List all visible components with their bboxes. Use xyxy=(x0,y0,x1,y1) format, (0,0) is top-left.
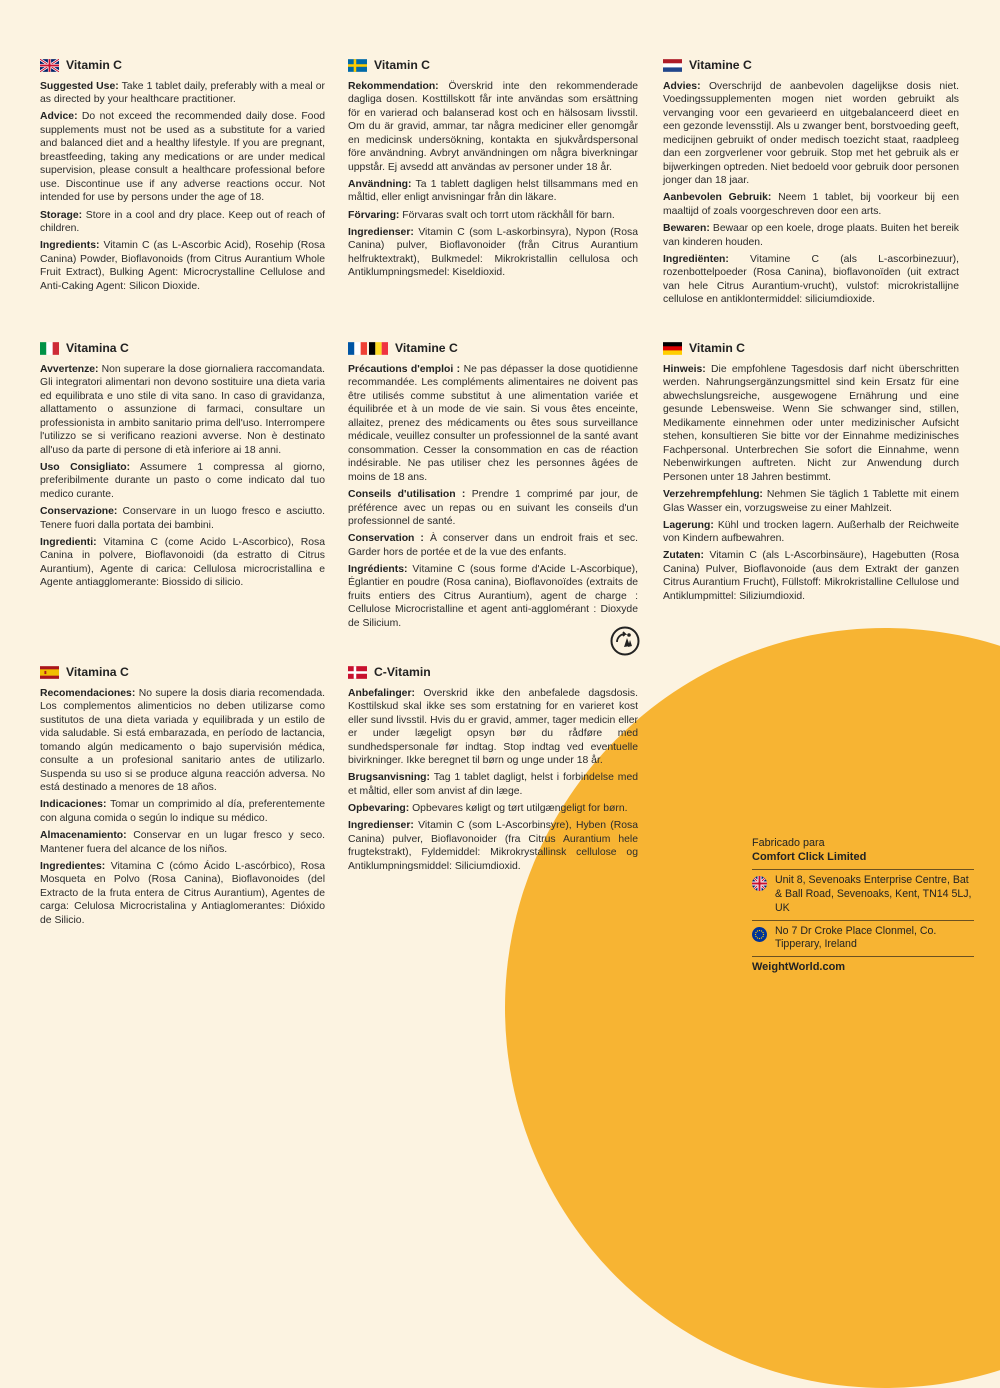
label: Hinweis: xyxy=(663,363,706,375)
sweden-flag-icon xyxy=(348,59,367,72)
text: Kühl und trocken lagern. Außerhalb der Reichweite von Kindern aufbewahren. xyxy=(663,519,959,545)
label: Opbevaring: xyxy=(348,802,410,814)
text: Vitamin C (as L-Ascorbic Acid), Rosehip (Rosa Canina) Powder, Bioflavonoids (from Citrus Aurantium Whole Fruit Extract), Bulking Agent: Microcrystalline Cellulose and Anti-Caking Agent: Silicon Dioxide. xyxy=(40,240,325,292)
text: Overskrid ikke den anbefalede dagsdosis. Kosttilskud skal ikke ses som erstatning for en varieret kost eller sund livsstil. Hvis du er gravid, ammer, tager medicin eller er under lægeligt opsyn bør du rådføre med sundhedspersonale før indtag. Stop indtag ved eventuelle bivirkninger. Ikke beregnet til børn og unge under 18 år. xyxy=(348,687,639,767)
text: Do not exceed the recommended daily dose. Food supplements must not be used as a substitute for a varied and balanced diet and a healthy lifestyle. If you are pregnant, breastfeeding, taking any medications or are under medical supervision, please consult a healthcare professional before use. Discontinue use if any adverse reactions occur. Not intended for use by persons under the age of 18. xyxy=(40,111,326,204)
label: Recomendaciones: xyxy=(40,687,136,699)
italy-flag-icon xyxy=(40,342,59,355)
text: Ne pas dépasser la dose quotidienne recommandée. Les compléments alimentaires ne doivent pas être utilisés comme substitut à une alimentation variée et équilibrée et à un mode de vie sain. Si vous êtes enceinte, allaitez, prenez des médicaments ou êtes sous surveillance médicale, veuillez consulter un professionnel de la santé avant consommation. Cesser la consommation en cas de réaction indésirable. Ne pas utiliser chez les personnes âgées de moins de 18 ans. xyxy=(348,363,638,483)
label: Storage: xyxy=(40,209,83,221)
text: Non superare la dose giornaliera raccomandata. Gli integratori alimentari non devono sostituire una dieta varia ed equilibrata e uno stile di vita sano. In caso di gravidanza, allattamento o assunzione di farmaci, consultare un professionista in ambito sanitario prima dell'uso. Interrompere l'utilizzo se si verificano reazioni avverse. Non è destinato all'uso da parte di persone di età inferiore ai 18 anni. xyxy=(40,363,326,456)
label: Conservation : xyxy=(348,533,424,545)
text: Store in a cool and dry place. Keep out of reach of children. xyxy=(40,209,325,235)
eu-address: No 7 Dr Croke Place Clonmel, Co. Tipperary, Ireland xyxy=(775,924,937,951)
label: Rekommendation: xyxy=(348,80,439,92)
eu-flag-icon xyxy=(752,927,767,942)
label: Almacenamiento: xyxy=(40,830,127,842)
label: Ingredients: xyxy=(40,240,100,252)
eu-address-row xyxy=(752,921,974,958)
belgium-flag-icon xyxy=(369,342,388,355)
denmark-flag-icon xyxy=(348,666,367,679)
label: Verzehrempfehlung: xyxy=(663,489,763,500)
label: Suggested Use: xyxy=(40,80,119,92)
text: À conserver dans un endroit frais et sec. Garder hors de portée et de la vue des enfants. xyxy=(348,533,638,558)
label: Ingrédients: xyxy=(348,563,408,575)
uk-flag-icon xyxy=(40,59,59,72)
label: Lagerung: xyxy=(663,519,714,531)
label: Ingredienser: xyxy=(348,820,414,831)
label: Förvaring: xyxy=(348,209,400,221)
section-german xyxy=(663,341,959,607)
manufacturer-address xyxy=(752,836,974,974)
label: Advies: xyxy=(663,80,701,92)
label: Brugsanvisning: xyxy=(348,772,430,784)
text: Vitamin C (als L-Ascorbinsäure), Hagebutten (Rosa Canina) Pulver, Bioflavonoide (aus dem Extrakt der ganzen Citrus Aurantium Frucht), Füllstoff: Mikrokristalline Cellulose und Antiklumpmittel: Siliziumdioxid. xyxy=(663,550,960,602)
section-title: Vitamina C xyxy=(66,341,129,355)
label: Bewaren: xyxy=(663,223,710,235)
text: Tag 1 tablet dagligt, helst i forbindelse med et måltid, eller som anvist af din læge. xyxy=(348,772,638,797)
section-spanish xyxy=(40,665,325,931)
uk-address: Unit 8, Sevenoaks Enterprise Centre, Bat & Ball Road, Sevenoaks, Kent, TN14 5LJ, UK xyxy=(775,874,972,914)
section-title: Vitamin C xyxy=(689,341,745,355)
label: Conservazione: xyxy=(40,506,118,518)
brand-website[interactable]: WeightWorld.com xyxy=(752,961,846,974)
netherlands-flag-icon xyxy=(663,59,682,72)
text: Tomar un comprimido al día, preferentemente con alguna comida o según lo indique su médico. xyxy=(40,799,325,824)
label: Uso Consigliato: xyxy=(40,461,131,473)
section-title: Vitamin C xyxy=(66,58,122,72)
section-title: Vitamina C xyxy=(66,665,129,679)
section-french xyxy=(348,341,638,634)
text: Neem 1 tablet, bij voorkeur bij een maaltijd of zoals voorgeschreven door een arts. xyxy=(663,192,959,217)
recycle-bin-icon xyxy=(610,626,640,656)
text: Die empfohlene Tagesdosis darf nicht überschritten werden. Nahrungsergänzungsmittel sind kein Ersatz für eine abwechslungsreiche, ausgewogene Ernährung und eine gesunde Lebensweise. Wenn Sie schwanger sind, stillen, Medikamente einnehmen oder unter medizinischer Aufsicht stehen, konsultieren Sie bitte vor der Einnahme medizinisches Fachpersonal. Unterbrechen Sie sofort die Einnahme, wenn Nebenwirkungen auftreten. Nicht zur Anwendung durch Personen unter 18 Jahren bestimmt. xyxy=(663,363,959,483)
label: Aanbevolen Gebruik: xyxy=(663,192,772,204)
label: Indicaciones: xyxy=(40,799,107,811)
text: Conservare in un luogo fresco e asciutto. Tenere fuori dalla portata dei bambini. xyxy=(40,506,325,531)
text: Nehmen Sie täglich 1 Tablette mit einem Glas Wasser ein, vorzugsweise zu einer Mahlzeit. xyxy=(663,489,959,514)
text: Vitamin C (som L-Ascorbinsyre), Hyben (Rosa Canina) pulver, Bioflavonoider (fra Citrus Aurantium hele frugtekstrakt), Fyldemiddel: Mikrokrystallinsk cellulose og Antiklumpningsmiddel: Siliciumdioxid. xyxy=(348,820,638,872)
text: Vitamine C (sous forme d'Acide L-Ascorbique), Églantier en poudre (Rosa canina), Bioflavonoïdes (extraits de fruits entiers des Citrus Aurantium), agent de charge : Cellulose Microcristalline et agent anti-agglomérant : Dioxyde de Silicium. xyxy=(348,563,639,629)
label: Användning: xyxy=(348,178,412,190)
text: No supere la dosis diaria recomendada. Los complementos alimenticios no deben utilizarse como sustitutos de una dieta variada y equilibrada y un estilo de vida saludable. Si está embarazada, en período de lactancia, tomando algún medicamento o bajo supervisión médica, consulte a un profesional sanitario antes de utilizarlo. Suspenda su uso si se produce alguna reacción adversa. No está destinado a menores de 18 años. xyxy=(40,687,325,794)
uk-flag-icon xyxy=(752,876,767,891)
france-flag-icon xyxy=(348,342,367,355)
label: Précautions d'emploi : xyxy=(348,363,461,375)
text: Förvaras svalt och torrt utom räckhåll för barn. xyxy=(402,209,615,221)
label: Ingredienser: xyxy=(348,226,414,238)
text: Bewaar op een koele, droge plaats. Buiten het bereik van kinderen houden. xyxy=(663,223,959,248)
section-swedish xyxy=(348,58,638,283)
text: Overschrijd de aanbevolen dagelijkse dosis niet. Voedingssupplementen mogen niet worden gebruikt als vervanging voor een gevarieerd en uitgebalanceerd dieet en een gezonde levensstijl. Als u zwanger bent, borstvoeding geeft, medicijnen gebruikt of onder medisch toezicht staat, raadpleeg dan een zorgverlener voor gebruik. Stop met het gebruik als er bijwerkingen optreden. Niet bedoeld voor gebruik door personen jonger dan 18 jaar. xyxy=(663,80,959,187)
text: Conservar en un lugar fresco y seco. Mantener fuera del alcance de los niños. xyxy=(40,830,326,855)
germany-flag-icon xyxy=(663,342,682,355)
section-italian xyxy=(40,341,325,593)
text: Vitamin C (som L-askorbinsyra), Nypon (Rosa Canina) pulver, Bioflavonoider (från Citrus Aurantium helfruktextrakt), Bulkmedel: Mikrokristallin cellulosa och Antiklumpningsmedel: Kiseldioxid. xyxy=(348,226,638,279)
label: Anbefalinger: xyxy=(348,687,415,699)
text: Ta 1 tablett dagligen helst tillsammans med en måltid, eller enligt anvisningar från din läkare. xyxy=(348,178,639,204)
label: Avvertenze: xyxy=(40,363,99,375)
section-danish xyxy=(348,665,638,877)
section-title: Vitamin C xyxy=(374,58,430,72)
label: Ingredienti: xyxy=(40,536,97,548)
uk-address-row xyxy=(752,870,974,920)
text: Assumere 1 compressa al giorno, preferibilmente durante un pasto o come indicato dal tuo medico curante. xyxy=(40,461,325,500)
label: Ingredientes: xyxy=(40,860,106,872)
section-title: Vitamine C xyxy=(689,58,752,72)
made-for-label: Fabricado para xyxy=(752,837,825,849)
text: Överskrid inte den rekommenderade dagliga dosen. Kosttillskott får inte användas som ersättning för en varierad och balanserad kost och en hälsosam livsstil. Om du är gravid, ammar, tar några mediciner eller genomgår en medicinsk undersökning, kontakta en sjukvårdspersonal före användning. Avbryt användningen om några biverkningar uppstår. Ej avsedd att användas av personer under 18 år. xyxy=(348,80,639,173)
label: Zutaten: xyxy=(663,550,704,562)
text: Vitamina C (cómo Ácido L-ascórbico), Rosa Mosqueta en Polvo (Rosa Canina), Bioflavonoides (del Extracto de la fruta entera de Citrus Aurantium), Agentes de carga: Celulosa Microcristalina y Antiaglomerantes: Dióxido de Silicio. xyxy=(40,860,325,926)
section-title: Vitamine C xyxy=(395,341,458,355)
text: Opbevares køligt og tørt utilgængeligt for børn. xyxy=(412,802,628,814)
label: Advice: xyxy=(40,111,78,123)
label: Ingrediënten: xyxy=(663,253,729,265)
text: Vitamina C (come Acido L-Ascorbico), Rosa Canina in polvere, Bioflavonoidi (da estratto di Citrus Aurantium), Agente di carica: Cellulosa microcristallina e Agente antiagglomerante: Biossido di silicio. xyxy=(40,536,325,589)
spain-flag-icon xyxy=(40,666,59,679)
company-name: Comfort Click Limited xyxy=(752,850,974,870)
section-english xyxy=(40,58,325,297)
text: Take 1 tablet daily, preferably with a meal or as directed by your healthcare practitioner. xyxy=(40,80,326,106)
section-title: C-Vitamin xyxy=(374,665,431,679)
section-dutch xyxy=(663,58,959,310)
text: Vitamine C (als L-ascorbinezuur), rozenbottelpoeder (Rosa Canina), bioflavonoïden (uit extract van hele Citrus Aurantium-vrucht), vulstof: microkristallijne cellulose en antiklontermiddel: siliciumdioxide. xyxy=(663,253,960,306)
label: Conseils d'utilisation : xyxy=(348,489,466,500)
text: Prendre 1 comprimé par jour, de préférence avec un repas ou en suivant les conseils d'un professionnel de santé. xyxy=(348,489,638,528)
